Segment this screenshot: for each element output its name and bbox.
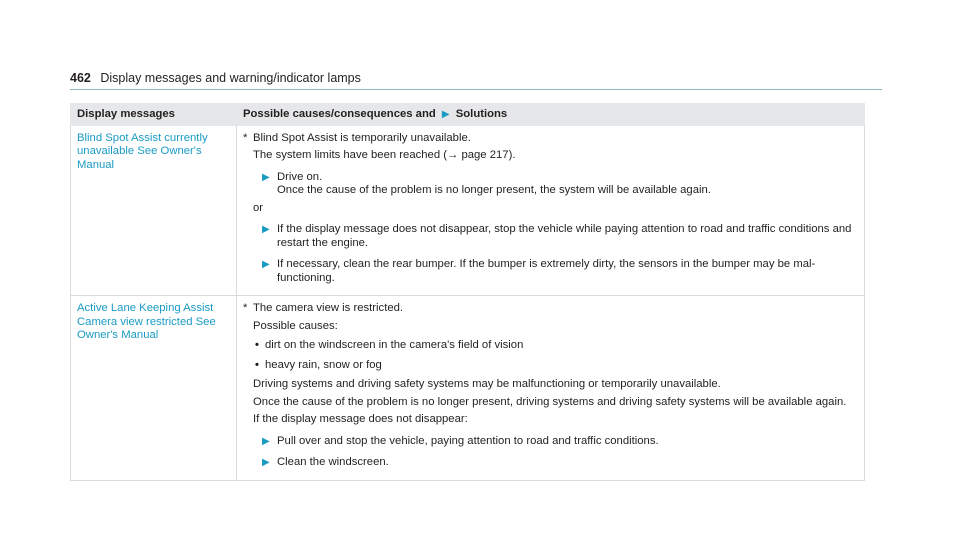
display-message-cell: Blind Spot Assist currently unavailable See Owner's Manual <box>71 125 237 296</box>
or-text: or <box>253 201 264 214</box>
solution-step <box>243 171 858 198</box>
page-title: Display messages and warning/indicator lamps <box>100 71 361 85</box>
page-number: 462 <box>70 71 91 85</box>
page-header <box>70 70 882 90</box>
asterisk: * <box>243 131 248 144</box>
bullet-icon: • <box>255 339 259 351</box>
column-header-causes <box>237 104 865 126</box>
step-text: If necessary, clean the rear bumper. If the bumper is extremely dirty, the sensors in the bumper may be mal-functioning. <box>277 258 816 284</box>
step-arrow-icon: ▶ <box>262 224 270 235</box>
solution-step <box>243 456 858 470</box>
list-item <box>243 359 858 373</box>
causes-cell <box>237 125 865 296</box>
possible-causes-text: Possible causes: <box>253 319 338 332</box>
step-arrow-icon: ▶ <box>262 171 270 183</box>
effect-text: Driving systems and driving safety systems may be malfunctioning or temporarily unavailable. <box>253 378 721 390</box>
asterisk: * <box>243 302 248 314</box>
cause-text: Blind Spot Assist is temporarily unavailable. <box>253 131 471 144</box>
list-item-text: heavy rain, snow or fog <box>265 358 382 371</box>
display-message-cell: Active Lane Keeping Assist Camera view restricted See Owner's Manual <box>71 296 237 481</box>
solution-step <box>243 223 858 250</box>
step-text: Clean the windscreen. <box>277 456 389 468</box>
step-arrow-icon: ▶ <box>262 435 270 447</box>
step-arrow-icon: ▶ <box>262 457 270 468</box>
causes-cell <box>237 296 865 481</box>
solution-arrow-icon: ▶ <box>441 109 450 120</box>
cause-text: The camera view is restricted. <box>253 302 404 314</box>
solution-step <box>243 435 858 449</box>
list-item <box>243 339 858 353</box>
once-text: Once the cause of the problem is no longer present, driving systems and driving safety systems will be available again. <box>253 395 847 408</box>
column-header-display-messages: Display messages <box>71 104 237 126</box>
step-text: Drive on. Once the cause of the problem is no longer present, the system will be available again. <box>277 170 711 196</box>
table-row <box>71 296 865 481</box>
solution-step <box>243 258 858 285</box>
step-text: If the display message does not disappear, stop the vehicle while paying attention to road and traffic conditions and restart the engine. <box>277 223 852 249</box>
step-text: Pull over and stop the vehicle, paying attention to road and traffic conditions. <box>277 434 659 447</box>
cause-line <box>243 302 858 316</box>
column-header-solutions-label: Solutions <box>455 108 508 120</box>
table-header-row <box>71 104 865 126</box>
bullet-icon: • <box>255 358 259 371</box>
column-header-causes-label: Possible causes/consequences and <box>243 108 436 120</box>
list-item-text: dirt on the windscreen in the camera's field of vision <box>265 339 524 351</box>
system-limits-text: The system limits have been reached (→ page 217). <box>253 149 516 161</box>
display-messages-table <box>70 103 865 481</box>
table-row <box>71 125 865 296</box>
step-arrow-icon: ▶ <box>262 259 270 270</box>
cause-line <box>243 132 858 146</box>
if-not-text: If the display message does not disappear: <box>253 413 468 425</box>
